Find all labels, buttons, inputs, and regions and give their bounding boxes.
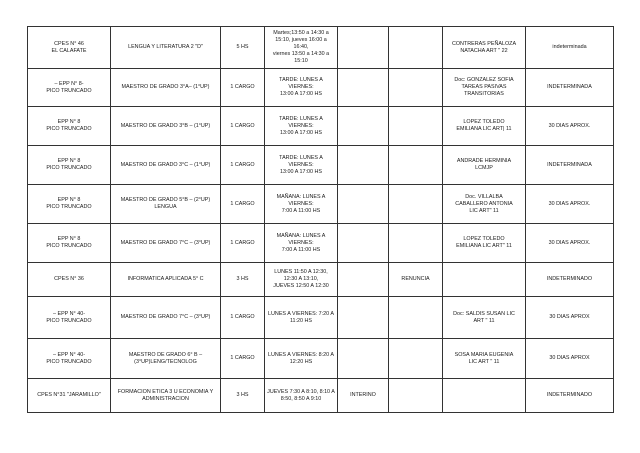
hours-cell <box>221 379 265 413</box>
hours-cell <box>221 146 265 185</box>
cell-line: PICO TRUNCADO <box>46 204 92 210</box>
cell-line: MAÑANA: LUNES A VIERNES: <box>276 232 326 246</box>
cell-line: Doc: GONZALEZ SOFIA <box>454 77 514 83</box>
schedule-cell <box>265 27 338 69</box>
hours-cell <box>221 107 265 146</box>
cell-line: 30 DIAS APROX. <box>548 200 591 207</box>
cell-line: EMILIANA LIC ART" 11 <box>456 243 512 249</box>
table-row <box>28 69 614 107</box>
school-cell <box>28 107 111 146</box>
cell-line: indeterminada <box>552 44 587 50</box>
schedule-cell <box>265 263 338 297</box>
cell-line: Martes;13:50 a 14:30 a <box>273 30 329 36</box>
school-cell <box>28 224 111 263</box>
cell-line: MAESTRO DE GRADO 3°B – (1°UP) <box>120 122 211 129</box>
duration-cell <box>526 263 614 297</box>
duration-cell <box>526 224 614 263</box>
cell-line: 8:50, 8:50 A 9:10 <box>280 395 322 402</box>
note-cell <box>389 224 443 263</box>
cell-line: INDETERMINADO <box>546 392 593 398</box>
subject-cell <box>111 263 221 297</box>
hours-cell <box>221 185 265 224</box>
schedule-cell <box>265 339 338 379</box>
status-cell <box>338 185 389 224</box>
table-row <box>28 185 614 224</box>
cell-line: 7:00 A 11:00 HS <box>281 207 321 214</box>
note-cell <box>389 107 443 146</box>
cell-line: 30 DIAS APROX. <box>548 122 591 129</box>
note-cell <box>389 27 443 69</box>
cell-line: LENGUA Y LITERATURA 2 "D" <box>128 44 203 50</box>
cell-line: INDETERMINADA <box>547 161 592 168</box>
table-row <box>28 107 614 146</box>
duration-cell <box>526 107 614 146</box>
cell-line: 1 CARGO <box>230 355 255 361</box>
cell-line: MAESTRO DE GRADO 7°C – (3°UP) <box>120 314 211 320</box>
cell-line: JUEVES 7:30 A 8:10, 8:10 A <box>267 388 335 395</box>
note-cell <box>389 69 443 107</box>
cell-line: LCMJP <box>475 165 493 171</box>
cell-line: 1 CARGO <box>230 161 255 168</box>
cell-line: ANDRADE HERMINIA <box>456 158 512 164</box>
subject-cell <box>111 339 221 379</box>
cell-line: EPP N° 8 <box>57 236 81 242</box>
hours-cell <box>221 297 265 339</box>
cell-line: MAESTRO DE GRADO 3°C – (1°UP) <box>120 161 211 168</box>
cell-line: 13:00 A 17:00 HS <box>280 129 322 136</box>
cell-line: viernes 13:50 a 14:30 a <box>272 51 330 57</box>
cell-line: LIC ART" 11 <box>469 207 499 214</box>
cell-line: TAREAS PASIVAS <box>461 84 507 90</box>
subject-cell <box>111 379 221 413</box>
cell-line: 11:20 HS <box>289 317 313 324</box>
subject-cell <box>111 27 221 69</box>
cell-line: TARDE: LUNES A VIERNES: <box>279 115 323 129</box>
cell-line: LIC ART " 11 <box>468 358 500 365</box>
subject-cell <box>111 297 221 339</box>
cell-line: EPP N° 8 <box>57 158 81 164</box>
cell-line: FORMACION ETICA 3 U ECONOMIA Y <box>117 388 214 395</box>
schedule-cell <box>265 146 338 185</box>
cell-line: Doc. VILLALBA <box>465 193 503 200</box>
duration-cell <box>526 185 614 224</box>
duration-cell <box>526 69 614 107</box>
subject-cell <box>111 69 221 107</box>
cell-line: MAESTRO DE GRADO 3°A– (1°UP) <box>121 84 210 90</box>
cell-line: 30 DIAS APROX <box>549 314 590 320</box>
cell-line: CONTRERAS PEÑALOZA <box>451 40 517 47</box>
replaces-cell <box>443 297 526 339</box>
cell-line: TARDE: LUNES A VIERNES: <box>279 154 323 168</box>
cell-line: MAESTRO DE GRADO 5°B – (2°UP) LENGUA <box>120 197 211 210</box>
school-cell <box>28 339 111 379</box>
vacancies-table <box>27 26 614 413</box>
duration-cell <box>526 297 614 339</box>
cell-line: – EPP N° 8- <box>54 80 84 87</box>
table-row <box>28 379 614 413</box>
schedule-cell <box>265 107 338 146</box>
cell-line: (3°UP)LENG/TECNOLOG <box>134 358 197 365</box>
cell-line: MAESTRO DE GRADO 7°C – (3°UP) <box>120 239 211 246</box>
cell-line: CPES N° 46 <box>54 40 84 47</box>
cell-line: – EPP N° 40- <box>52 310 86 317</box>
subject-cell <box>111 107 221 146</box>
replaces-cell <box>443 224 526 263</box>
cell-line: PICO TRUNCADO <box>46 358 92 365</box>
schedule-cell <box>265 224 338 263</box>
note-cell <box>389 263 443 297</box>
cell-line: 1 CARGO <box>230 314 255 320</box>
table-row <box>28 339 614 379</box>
cell-line: ART " 11 <box>473 317 495 324</box>
cell-line: LUNES 11:50 A 12:30, 12:30 A 13:10, <box>274 269 328 282</box>
cell-line: 12:20 HS <box>289 358 313 365</box>
cell-line: PICO TRUNCADO <box>46 317 92 324</box>
cell-line: INDETERMINADO <box>546 276 593 282</box>
schedule-cell <box>265 69 338 107</box>
status-cell <box>338 107 389 146</box>
cell-line: LOPEZ TOLEDO <box>463 236 505 242</box>
schedule-cell <box>265 379 338 413</box>
replaces-cell <box>443 379 526 413</box>
subject-cell <box>111 146 221 185</box>
replaces-cell <box>443 27 526 69</box>
cell-line: ADMINISTRACION <box>142 395 189 402</box>
note-cell <box>389 379 443 413</box>
table-body <box>28 27 614 413</box>
replaces-cell <box>443 107 526 146</box>
duration-cell <box>526 27 614 69</box>
cell-line: EPP N° 8 <box>57 119 81 125</box>
cell-line: TRANSITORIAS <box>464 91 504 97</box>
cell-line: CPES N° 36 <box>54 276 84 282</box>
subject-cell <box>111 185 221 224</box>
cell-line: 3 HS <box>236 392 249 398</box>
replaces-cell <box>443 185 526 224</box>
cell-line: PICO TRUNCADO <box>46 87 92 94</box>
cell-line: EMILIANA LIC ART| 11 <box>456 126 512 132</box>
cell-line: 30 DIAS APROX. <box>548 239 591 246</box>
cell-line: 1 CARGO <box>230 122 255 129</box>
cell-line: 15:10 <box>294 58 308 64</box>
cell-line: LOPEZ TOLEDO <box>463 119 505 125</box>
hours-cell <box>221 27 265 69</box>
school-cell <box>28 379 111 413</box>
status-cell <box>338 379 389 413</box>
cell-line: MAESTRO DE GRADO 6° B – <box>128 351 203 358</box>
note-cell <box>389 185 443 224</box>
note-cell <box>389 146 443 185</box>
status-cell <box>338 339 389 379</box>
school-cell <box>28 69 111 107</box>
duration-cell <box>526 379 614 413</box>
cell-line: RENUNCIA <box>401 276 430 282</box>
replaces-cell <box>443 263 526 297</box>
hours-cell <box>221 69 265 107</box>
cell-line: 30 DIAS APROX <box>549 355 590 361</box>
status-cell <box>338 263 389 297</box>
table-row <box>28 263 614 297</box>
cell-line: Doc: SALDIS SUSAN LIC <box>453 310 515 317</box>
cell-line: JUEVES 12:50 A 12:30 <box>273 283 329 289</box>
cell-line: – EPP N° 40- <box>52 351 86 358</box>
cell-line: 13:00 A 17:00 HS <box>280 168 322 175</box>
cell-line: LUNES A VIERNES: 8:20 A <box>268 351 334 358</box>
cell-line: CABALLERO ANTONIA <box>455 200 513 207</box>
schedule-cell <box>265 185 338 224</box>
note-cell <box>389 339 443 379</box>
school-cell <box>28 27 111 69</box>
cell-line: 7:00 A 11:00 HS <box>281 246 321 253</box>
cell-line: SOSA MARIA EUGENIA <box>454 351 514 358</box>
cell-line: TARDE: LUNES A VIERNES: <box>279 77 323 90</box>
cell-line: CPES N°31 "JARAMILLO" <box>37 392 101 398</box>
replaces-cell <box>443 339 526 379</box>
duration-cell <box>526 146 614 185</box>
cell-line: PICO TRUNCADO <box>46 126 92 132</box>
schedule-cell <box>265 297 338 339</box>
table-row <box>28 146 614 185</box>
cell-line: 15:10, jueves 16:00 a 16:40, <box>275 37 327 50</box>
cell-line: PICO TRUNCADO <box>46 165 92 171</box>
status-cell <box>338 146 389 185</box>
table-row <box>28 224 614 263</box>
hours-cell <box>221 263 265 297</box>
cell-line: EPP N° 8 <box>57 197 81 203</box>
table-row <box>28 297 614 339</box>
school-cell <box>28 146 111 185</box>
cell-line: INTERINO <box>350 392 376 398</box>
school-cell <box>28 297 111 339</box>
cell-line: PICO TRUNCADO <box>46 243 92 249</box>
cell-line: 3 HS <box>236 276 249 282</box>
subject-cell <box>111 224 221 263</box>
hours-cell <box>221 224 265 263</box>
note-cell <box>389 297 443 339</box>
cell-line: INFORMATICA APLICADA 5° C <box>127 276 204 282</box>
status-cell <box>338 224 389 263</box>
cell-line: 1 CARGO <box>230 239 255 246</box>
replaces-cell <box>443 69 526 107</box>
status-cell <box>338 297 389 339</box>
school-cell <box>28 263 111 297</box>
replaces-cell <box>443 146 526 185</box>
cell-line: 1 CARGO <box>230 200 255 207</box>
cell-line: NATACHA ART " 22 <box>460 47 508 54</box>
cell-line: LUNES A VIERNES: 7:20 A <box>268 310 334 317</box>
cell-line: 1 CARGO <box>230 84 255 90</box>
hours-cell <box>221 339 265 379</box>
cell-line: MAÑANA: LUNES A VIERNES: <box>276 193 326 207</box>
cell-line: INDETERMINADA <box>547 84 592 90</box>
cell-line: 13:00 A 17:00 HS <box>280 91 322 97</box>
cell-line: EL CALAFATE <box>51 47 87 54</box>
table-row <box>28 27 614 69</box>
status-cell <box>338 27 389 69</box>
status-cell <box>338 69 389 107</box>
school-cell <box>28 185 111 224</box>
duration-cell <box>526 339 614 379</box>
cell-line: 5 HS <box>236 44 249 50</box>
